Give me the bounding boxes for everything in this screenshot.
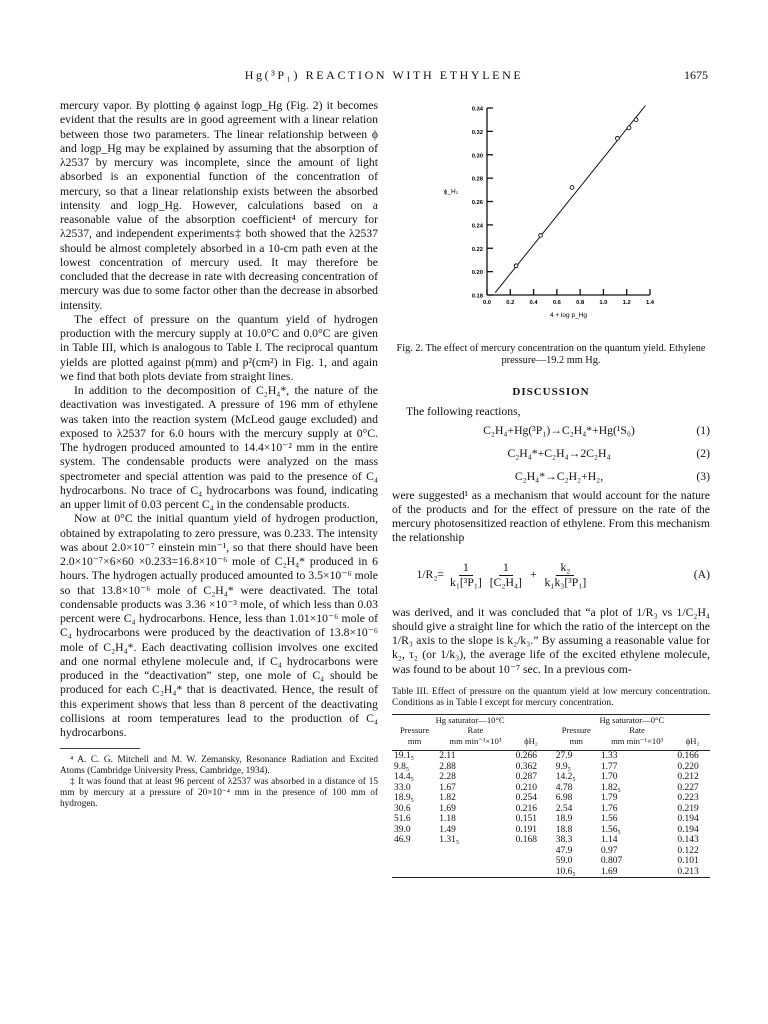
table-row [392, 846, 710, 857]
table-cell [514, 856, 549, 867]
table-cell: 0.194 [677, 814, 699, 825]
table-cell: 38.3 [555, 835, 573, 846]
table-cell: 2.54 [555, 803, 573, 814]
data-point [514, 264, 518, 268]
table-cell: 4.78 [555, 782, 573, 793]
y-tick-label: 0.34 [471, 106, 483, 113]
right-column [392, 99, 710, 878]
table-cell: 0.807 [600, 856, 623, 867]
table-cell: 1.49 [439, 824, 456, 835]
table-cell: 14.2₅ [555, 772, 576, 783]
table-cell: 0.223 [677, 793, 699, 804]
table-cell: 39.0 [394, 824, 411, 835]
equation-3 [392, 466, 710, 489]
data-point [616, 136, 620, 140]
figure-2 [392, 99, 710, 339]
fraction-denominator: k₁[³P₁] [450, 576, 482, 589]
page-number: 1675 [684, 68, 708, 82]
table-cell: 1.31₅ [439, 835, 460, 846]
table-row [392, 783, 710, 794]
figure-caption: Fig. 2. The effect of mercury concentration on the quantum yield. Ethylene pressure—19.2 mm Hg. [396, 343, 706, 366]
fraction [541, 561, 591, 591]
table-cell: 0.362 [515, 761, 537, 772]
data-point [627, 126, 631, 130]
table-cell: 0.254 [515, 793, 537, 804]
y-tick-label: 0.22 [471, 246, 483, 253]
equation-number: (2) [696, 446, 710, 460]
table-cell [392, 867, 437, 878]
x-tick-label: 1.4 [645, 300, 655, 306]
table-row [392, 772, 710, 783]
table-cell: 2.88 [439, 761, 456, 772]
table-cell: 1.82₅ [600, 782, 621, 793]
table-cell: 1.33 [600, 751, 618, 762]
fraction-numerator: k₂ [556, 561, 574, 576]
table-cell: 0.220 [677, 761, 699, 772]
table-cell: 0.216 [515, 803, 537, 814]
table-cell: 1.67 [439, 782, 456, 793]
fraction-numerator: 1 [459, 561, 473, 576]
equation-text: C₂H₄*→C₂H₂+H₂, [514, 469, 604, 483]
table-cell: 1.18 [439, 814, 456, 825]
table-cell: 0.219 [677, 803, 699, 814]
table-cell: 1.56 [600, 814, 618, 825]
table-row [392, 751, 710, 762]
table-cell: 1.14 [600, 835, 618, 846]
relation-lhs: 1/R₂= [416, 568, 444, 582]
plus-sign: + [529, 568, 537, 582]
table-cell: 0.227 [677, 782, 699, 793]
table-cell: 46.9 [394, 835, 411, 846]
table-cell: 0.194 [677, 824, 699, 835]
table-cell [392, 846, 437, 857]
table-cell: 6.98 [555, 793, 573, 804]
table-cell [392, 856, 437, 867]
table-cell: 0.151 [515, 814, 537, 825]
equation-text: C₂H₄*+C₂H₄→2C₂H₄ [507, 446, 611, 460]
table-column-header [392, 725, 710, 736]
column-header: ϕH₂ [524, 735, 538, 746]
x-tick-label: 0.6 [552, 300, 561, 306]
footnote-rule [60, 748, 140, 749]
table-unit-header [392, 736, 710, 747]
table-cell: 27.9 [555, 751, 573, 762]
table-cell: 1.79 [600, 793, 618, 804]
paragraph: The following reactions, [406, 405, 521, 419]
column-unit: mm [569, 735, 583, 746]
table-cell: 2.28 [439, 772, 456, 783]
table-cell: 0.266 [515, 751, 537, 762]
equation-number: (3) [696, 469, 710, 483]
equation-1 [392, 420, 710, 443]
table-cell: 19.1₅ [394, 751, 414, 762]
fraction [486, 561, 526, 591]
column-header: Pressure [561, 725, 591, 736]
table-cell: 0.166 [677, 751, 699, 762]
table-cell: 0.287 [515, 772, 537, 783]
table-cell: 9.8₅ [394, 761, 410, 772]
data-point [570, 186, 574, 190]
fraction-denominator: [C₂H₄] [489, 576, 522, 589]
table-row [392, 867, 710, 878]
x-tick-label: 1.2 [622, 300, 631, 306]
table-cell: 0.213 [677, 866, 699, 877]
figure-2-chart [392, 99, 710, 339]
table-row [392, 835, 710, 846]
table-cell: 30.6 [394, 803, 411, 814]
page-header [60, 68, 708, 86]
fraction-numerator: 1 [499, 561, 513, 576]
y-tick-label: 0.28 [471, 176, 483, 183]
table-cell [437, 856, 513, 867]
running-title: Hg(³P₁) REACTION WITH ETHYLENE [244, 68, 524, 82]
table-cell: 1.56₅ [600, 824, 621, 835]
table-cell: 1.77 [600, 761, 618, 772]
y-tick-label: 0.32 [471, 129, 483, 136]
table-cell: 47.9 [555, 845, 573, 856]
table-cell: 2.11 [439, 751, 456, 762]
column-unit: mm [407, 735, 422, 746]
equation-text: C₂H₄+Hg(³P₁)→C₂H₄*+Hg(¹S₀) [483, 423, 635, 437]
table-title: Table III. Effect of pressure on the quantum yield at low mercury concentration. Conditions as in Table I except for mercury concentration. [392, 686, 710, 708]
table-cell: 1.69 [600, 866, 618, 877]
left-column [60, 99, 378, 810]
section-heading: DISCUSSION [512, 386, 590, 398]
table-cell: 14.4₅ [394, 772, 414, 783]
table-cell: 0.210 [515, 782, 537, 793]
table-cell: 0.168 [515, 835, 537, 846]
column-unit: mm min⁻¹×10³ [611, 735, 664, 746]
data-point [539, 233, 543, 237]
x-tick-label: 0.8 [576, 300, 585, 306]
table-cell: 0.191 [515, 824, 537, 835]
table-cell: 1.69 [439, 803, 456, 814]
table-cell: 33.0 [394, 782, 411, 793]
footnote: ⁴ A. C. G. Mitchell and M. W. Zemansky, Resonance Radiation and Excited Atoms (Cambridge University Press, Cambridge, 1934). [60, 755, 378, 777]
table-cell: 51.6 [394, 814, 411, 825]
paragraph: Now at 0°C the initial quantum yield of hydrogen production, obtained by extrapolating to zero pressure, was 0.233. The intensity was about 2.0×10⁻⁷ einstein min⁻¹, so that there should have been 2.0×10⁻⁷×6×60 ×0.233=16.8×10⁻⁶ mole of C₂H₄* produced in 6 hours. The hydrogen actually produced amounted to 3.5×10⁻⁶ mole so that 13.8×10⁻⁶ mole of C₂H₄* were deactivated. The total condensable products was 3.36 ×10⁻³ mole, of which less than 0.03 percent were C₄ hydrocarbons. Hence, less than 1.01×10⁻⁶ mole of C₄ hydrocarbons were produced by the deactivation of 13.8×10⁻⁶ mole of C₂H₄*. Each deactivating collision involves one excited and one normal ethylene molecule and, if C₄ hydrocarbons were produced in the “deactivation” step, one mole of C₄ should be produced for each C₂H₄* that is deactivated. Hence, the result of this experiment shows that less than 8 percent of the deactivating collisions at room temperatures lead to the production of C₄ hydrocarbons. [60, 512, 378, 739]
table-row [392, 804, 710, 815]
group-label-10c: Hg saturator—10°C [435, 714, 505, 725]
column-header: Rate [629, 725, 645, 736]
table-group-header [392, 715, 710, 726]
relation-A [392, 550, 710, 602]
table-cell: 1.82 [439, 793, 456, 804]
table-row [392, 856, 710, 867]
fraction-denominator: k₁k₃[³P₁] [544, 576, 587, 589]
equation-number: (1) [696, 423, 710, 437]
table-cell [514, 867, 549, 878]
table-row [392, 793, 710, 804]
equation-2 [392, 443, 710, 466]
table-cell [514, 846, 549, 857]
y-tick-label: 0.30 [471, 153, 483, 160]
table-cell: 18.8 [555, 824, 573, 835]
table-cell: 18.9 [555, 814, 573, 825]
table-row [392, 825, 710, 836]
paragraph: mercury vapor. By plotting ϕ against logp_Hg (Fig. 2) it becomes evident that the results are in good agreement with a linear relation between those two parameters. The linear relationship between ϕ and logp_Hg may be explained by assuming that the absorption of λ2537 by mercury was incomplete, since the amount of light absorbed is an exponential function of the concentration of mercury, so that a linear relationship exists between the absorbed intensity and logp_Hg. However, calculations based on a reasonable value of the absorption coefficient⁴ of mercury for λ2537, and independent experiments‡ both showed that the λ2537 should be almost completely absorbed in a 10-cm path even at the lowest concentration of mercury used. It may therefore be concluded that the decrease in rate with decreasing concentration of mercury was due to some factor other than the decrease in absorbed intensity. [60, 99, 378, 312]
paragraph: was derived, and it was concluded that “a plot of 1/R₃ vs 1/C₂H₄ should give a straight line for which the ratio of the intercept on the 1/R₃ axis to the slope is k₂/k₃.” By assuming a reasonable value for k₂, τ₂ (or 1/k₃), the average life of the excited ethylene molecule, was found to be about 10⁻⁷ sec. In a previous com- [392, 605, 710, 676]
table-cell: 0.97 [600, 845, 618, 856]
footnotes [60, 755, 378, 810]
y-axis-label: ϕ_H₂ [443, 188, 459, 196]
table-cell: 0.212 [677, 772, 699, 783]
table-cell [437, 846, 513, 857]
y-tick-label: 0.26 [471, 200, 483, 206]
fraction [446, 561, 486, 591]
x-tick-label: 1.0 [599, 300, 608, 306]
table-cell [437, 867, 513, 878]
table-row [392, 814, 710, 825]
table-cell: 9.9₅ [555, 761, 571, 772]
column-unit: mm min⁻¹×10³ [449, 735, 502, 746]
table-cell: 0.122 [677, 845, 699, 856]
footnote: ‡ It was found that at least 96 percent of λ2537 was absorbed in a distance of 15 mm by mercury at a pressure of 20×10⁻⁴ mm in the presence of 100 mm of hydrogen. [60, 777, 378, 810]
y-tick-label: 0.18 [471, 293, 483, 300]
equation-number: (A) [693, 568, 710, 582]
table-cell: 0.143 [677, 835, 699, 846]
paragraph: were suggested¹ as a mechanism that would account for the nature of the products and for the effect of pressure on the rate of the mercury photosensitized reaction of ethylene. From this mechanism the relationship [392, 488, 710, 545]
x-tick-label: 0.2 [506, 300, 515, 306]
data-point [634, 118, 638, 122]
column-header: Pressure [400, 725, 430, 736]
y-tick-label: 0.24 [471, 223, 483, 230]
table-bottom-rule [392, 878, 710, 879]
column-header: ϕH₂ [685, 735, 700, 746]
table-cell: 1.70 [600, 772, 618, 783]
column-header: Rate [467, 725, 484, 736]
table-cell: 1.76 [600, 803, 618, 814]
x-axis-label: 4 + log p_Hg [549, 312, 588, 319]
table-cell: 59.0 [555, 856, 573, 867]
x-tick-label: 0.0 [482, 300, 492, 306]
paragraph: In addition to the decomposition of C₂H₄*, the nature of the deactivation was investigated. A pressure of 196 mm of ethylene was taken into the reaction system (McLeod gauge excluded) and exposed to λ2537 for 6.0 hours with the mercury supply at 0°C. The hydrogen produced amounted to 14.4×10⁻² mm in the entire system. The condensable products were analyzed on the mass spectrometer and special attention was paid to the presence of C₄ hydrocarbons. No trace of C₄ hydrocarbons was found, indicating an upper limit of 0.03 percent C₄ in the condensable products. [60, 384, 378, 511]
paragraph: The effect of pressure on the quantum yield of hydrogen production with the mercury supply at 10.0°C and 0.0°C are given in Table III, which is analogous to Table I. The reciprocal quantum yields are plotted against p(mm) and p²(cm²) in Fig. 1, and again we find that both plots deviate from straight lines. [60, 312, 378, 383]
table-cell: 0.101 [677, 856, 699, 867]
table-iii [392, 714, 710, 879]
table-row [392, 762, 710, 773]
y-tick-label: 0.20 [471, 270, 483, 277]
x-tick-label: 0.4 [529, 300, 538, 306]
table-cell: 18.9₅ [394, 793, 414, 804]
table-cell: 10.6₅ [555, 866, 576, 877]
group-label-0c: Hg saturator—0°C [599, 714, 665, 725]
